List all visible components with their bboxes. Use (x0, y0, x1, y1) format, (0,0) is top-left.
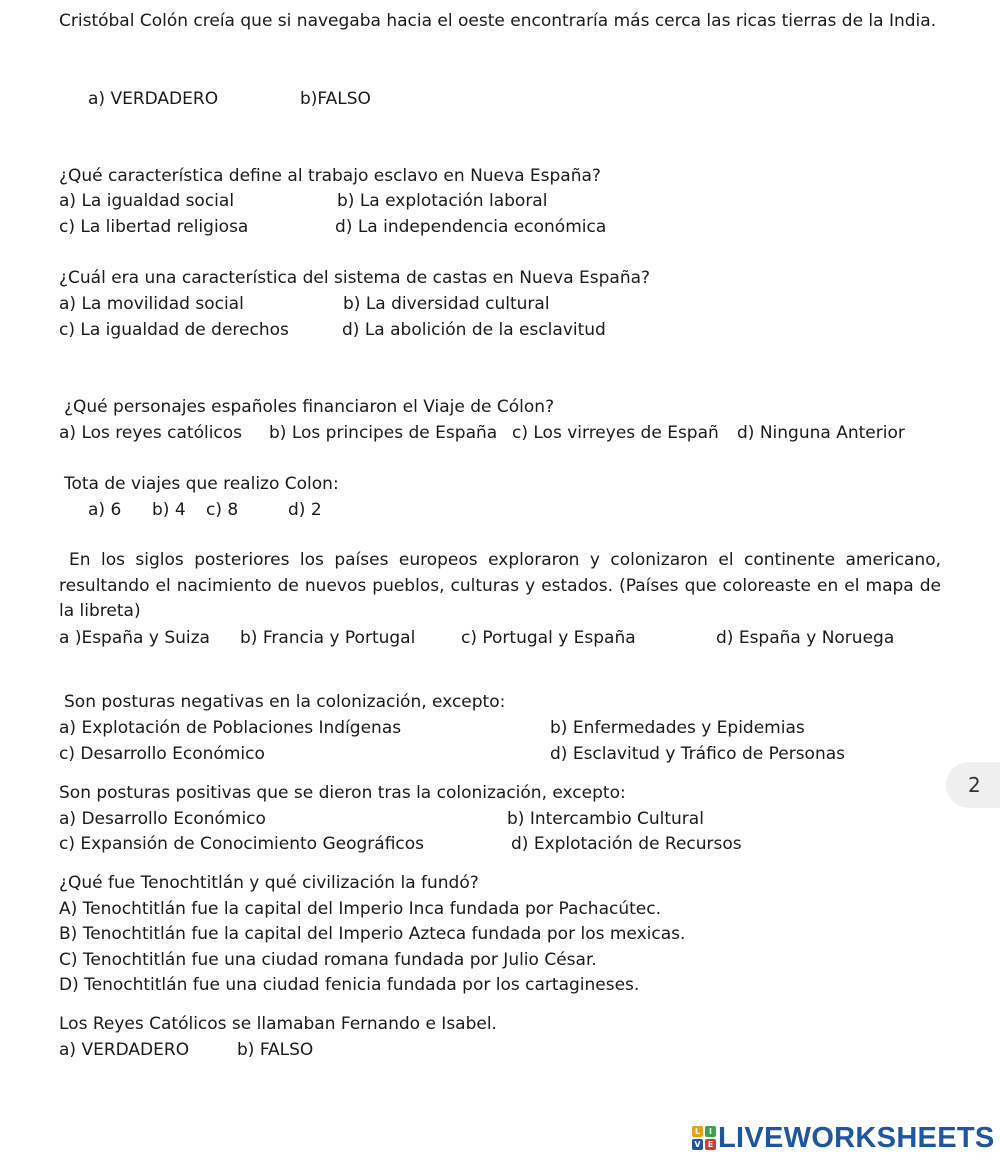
q6-option-c[interactable]: c) Portugal y España (461, 628, 636, 648)
q6-option-d[interactable]: d) España y Noruega (716, 628, 895, 648)
q5-option-a[interactable]: a) 6 (88, 500, 122, 520)
liveworksheets-logo-text: LIVEWORKSHEETS (718, 1121, 995, 1154)
q5-option-c[interactable]: c) 8 (206, 500, 239, 520)
q10-option-a[interactable]: a) VERDADERO (59, 1040, 190, 1060)
q3-option-a[interactable]: a) La movilidad social (59, 294, 244, 314)
q6-option-a[interactable]: a )España y Suiza (59, 628, 210, 648)
q3-option-d[interactable]: d) La abolición de la esclavitud (342, 320, 606, 340)
q3-question: ¿Cuál era una característica del sistema de castas en Nueva España? (59, 268, 651, 288)
q10-option-b[interactable]: b) FALSO (237, 1040, 314, 1060)
q7-option-d[interactable]: d) Esclavitud y Tráfico de Personas (550, 744, 846, 764)
q9-option-d[interactable]: D) Tenochtitlán fue una ciudad fenicia fundada por los cartagineses. (59, 975, 640, 995)
q8-option-c[interactable]: c) Expansión de Conocimiento Geográficos (59, 834, 425, 854)
q5-question: Tota de viajes que realizo Colon: (64, 474, 339, 494)
q9-option-a[interactable]: A) Tenochtitlán fue la capital del Imperio Inca fundada por Pachacútec. (59, 899, 661, 919)
q9-option-b[interactable]: B) Tenochtitlán fue la capital del Imperio Azteca fundada por los mexicas. (59, 924, 686, 944)
q1-option-b[interactable]: b)FALSO (300, 89, 371, 109)
liveworksheets-logo[interactable] (692, 1120, 995, 1156)
q2-option-b[interactable]: b) La explotación laboral (337, 191, 548, 211)
q2-question: ¿Qué característica define al trabajo esclavo en Nueva España? (59, 166, 601, 186)
q7-option-a[interactable]: a) Explotación de Poblaciones Indígenas (59, 718, 402, 738)
q8-option-d[interactable]: d) Explotación de Recursos (511, 834, 742, 854)
q2-option-a[interactable]: a) La igualdad social (59, 191, 235, 211)
q1-option-a[interactable]: a) VERDADERO (88, 89, 219, 109)
q6-statement: En los siglos posteriores los países europeos exploraron y colonizaron el continente americano, resultando el nacimiento de nuevos pueblos, culturas y estados. (Países que coloreaste en el mapa de la libreta) (59, 550, 941, 621)
q8-option-a[interactable]: a) Desarrollo Económico (59, 809, 266, 829)
q9-option-c[interactable]: C) Tenochtitlán fue una ciudad romana fundada por Julio César. (59, 950, 597, 970)
q10-question: Los Reyes Católicos se llamaban Fernando e Isabel. (59, 1014, 497, 1034)
q3-option-c[interactable]: c) La igualdad de derechos (59, 320, 289, 340)
q2-option-c[interactable]: c) La libertad religiosa (59, 217, 249, 237)
q9-question: ¿Qué fue Tenochtitlán y qué civilización la fundó? (59, 873, 479, 893)
q4-question: ¿Qué personajes españoles financiaron el Viaje de Cólon? (64, 397, 555, 417)
q2-option-d[interactable]: d) La independencia económica (335, 217, 607, 237)
page-number-badge: 2 (946, 762, 1000, 808)
q3-option-b[interactable]: b) La diversidad cultural (343, 294, 550, 314)
q4-option-a[interactable]: a) Los reyes católicos (59, 423, 243, 443)
q5-option-b[interactable]: b) 4 (152, 500, 186, 520)
q1-statement: Cristóbal Colón creía que si navegaba hacia el oeste encontraría más cerca las ricas tierras de la India. (59, 11, 937, 31)
q6-option-b[interactable]: b) Francia y Portugal (240, 628, 416, 648)
q8-question: Son posturas positivas que se dieron tras la colonización, excepto: (59, 783, 626, 803)
q7-option-c[interactable]: c) Desarrollo Económico (59, 744, 265, 764)
q4-option-d[interactable]: d) Ninguna Anterior (737, 423, 905, 443)
q7-option-b[interactable]: b) Enfermedades y Epidemias (550, 718, 805, 738)
q5-option-d[interactable]: d) 2 (288, 500, 322, 520)
q7-question: Son posturas negativas en la colonización, excepto: (64, 692, 506, 712)
liveworksheets-logo-icon: L I V E (692, 1126, 716, 1150)
q4-option-b[interactable]: b) Los principes de España (269, 423, 498, 443)
q4-option-c[interactable]: c) Los virreyes de Españ (512, 423, 719, 443)
q8-option-b[interactable]: b) Intercambio Cultural (507, 809, 704, 829)
